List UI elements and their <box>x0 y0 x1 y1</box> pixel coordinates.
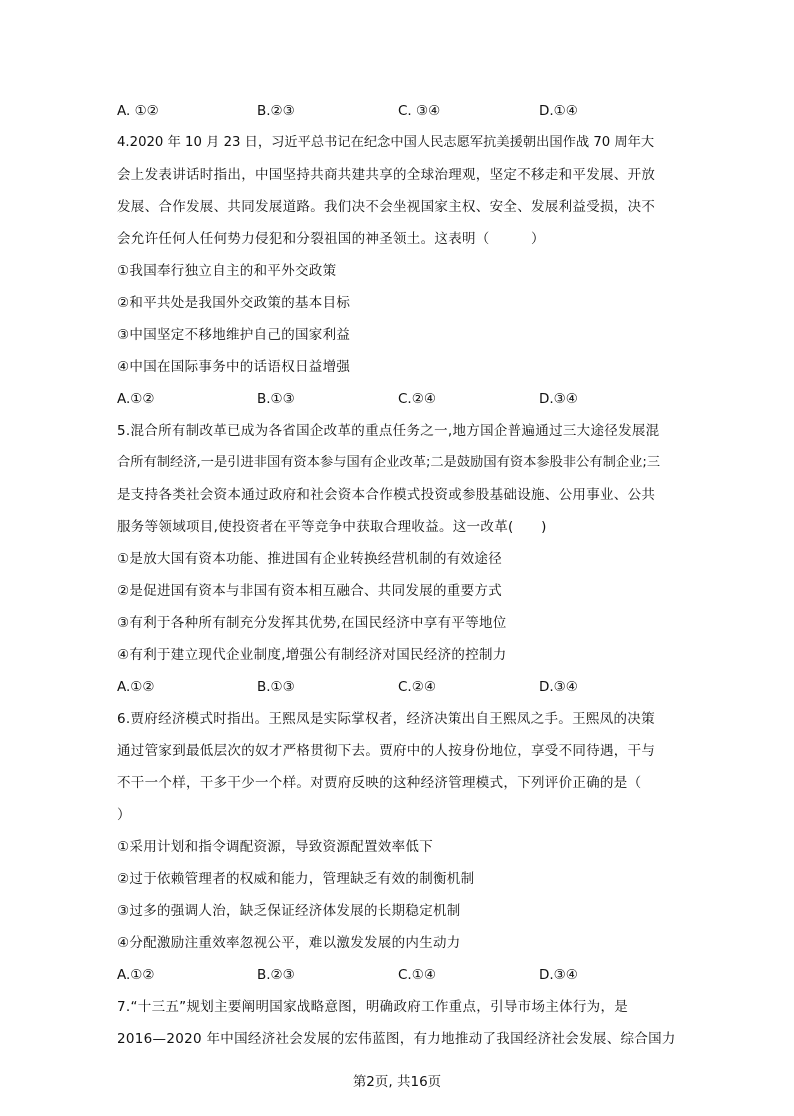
q5-option-d: D.③④ <box>539 679 578 695</box>
q6-options <box>117 961 677 989</box>
q4-option-b: B.①③ <box>257 391 295 407</box>
q3-option-c: C. ③④ <box>398 103 441 119</box>
q6-option-b: B.②③ <box>257 967 295 983</box>
q4-stem-line: 发展、合作发展、共同发展道路。我们决不会坐视国家主权、安全、发展利益受损，决不 <box>117 199 656 215</box>
q3-option-d: D.①④ <box>539 103 578 119</box>
q6-stem-line: ） <box>117 807 131 823</box>
q4-item-3: ③中国坚定不移地维护自己的国家利益 <box>117 327 351 343</box>
q6-item-3: ③过多的强调人治，缺乏保证经济体发展的长期稳定机制 <box>117 903 461 919</box>
q5-stem-line: 是支持各类社会资本通过政府和社会资本合作模式投资或参股基础设施、公用事业、公共 <box>117 487 656 503</box>
q6-option-a: A.①② <box>117 967 155 983</box>
q5-item-4: ④有利于建立现代企业制度,增强公有制经济对国民经济的控制力 <box>117 647 507 663</box>
q4-option-a: A.①② <box>117 391 155 407</box>
q4-item-4: ④中国在国际事务中的话语权日益增强 <box>117 359 351 375</box>
q4-option-d: D.③④ <box>539 391 578 407</box>
q3-option-a: A. ①② <box>117 103 159 119</box>
q6-stem-line: 通过管家到最低层次的奴才严格贯彻下去。贾府中的人按身份地位，享受不同待遇，干与 <box>117 743 656 759</box>
q5-item-3: ③有利于各种所有制充分发挥其优势,在国民经济中享有平等地位 <box>117 615 507 631</box>
q5-stem-line: 5.混合所有制改革已成为各省国企改革的重点任务之一,地方国企普遍通过三大途径发展混 <box>117 423 660 439</box>
q5-stem-line: 服务等领域项目,使投资者在平等竞争中获取合理收益。这一改革( ) <box>117 519 547 535</box>
q4-stem-line: 4.2020 年 10 月 23 日，习近平总书记在纪念中国人民志愿军抗美援朝出国作战 70 周年大 <box>117 135 655 150</box>
q5-option-b: B.①③ <box>257 679 295 695</box>
q3-options <box>117 97 677 125</box>
q5-stem-line: 合所有制经济,一是引进非国有资本参与国有企业改革;二是鼓励国有资本参股非公有制企业;三 <box>117 455 661 470</box>
q3-option-b: B.②③ <box>257 103 295 119</box>
q5-option-a: A.①② <box>117 679 155 695</box>
q6-option-d: D.③④ <box>539 967 578 983</box>
q5-item-2: ②是促进国有资本与非国有资本相互融合、共同发展的重要方式 <box>117 583 503 599</box>
q6-item-1: ①采用计划和指令调配资源，导致资源配置效率低下 <box>117 839 434 855</box>
q4-stem-line: 会允许任何人任何势力侵犯和分裂祖国的神圣领土。这表明（ ） <box>117 231 545 247</box>
page-number-footer: 第2页, 共16页 <box>352 1074 442 1090</box>
q4-item-2: ②和平共处是我国外交政策的基本目标 <box>117 295 351 311</box>
q6-item-4: ④分配激励注重效率忽视公平，难以激发发展的内生动力 <box>117 935 461 951</box>
q4-item-1: ①我国奉行独立自主的和平外交政策 <box>117 263 337 279</box>
q6-option-c: C.①④ <box>398 967 436 983</box>
q6-stem-line: 6.贾府经济模式时指出。王熙凤是实际掌权者，经济决策出自王熙凤之手。王熙凤的决策 <box>117 711 655 727</box>
q4-option-c: C.②④ <box>398 391 436 407</box>
q7-stem-line: 2016—2020 年中国经济社会发展的宏伟蓝图，有力地推动了我国经济社会发展、综合国力 <box>117 1031 676 1047</box>
q5-options <box>117 673 677 701</box>
q7-stem-line: 7.“十三五”规划主要阐明国家战略意图，明确政府工作重点，引导市场主体行为，是 <box>117 999 629 1015</box>
q4-options <box>117 385 677 413</box>
q5-item-1: ①是放大国有资本功能、推进国有企业转换经营机制的有效途径 <box>117 551 503 567</box>
q4-stem-line: 会上发表讲话时指出，中国坚持共商共建共享的全球治理观，坚定不移走和平发展、开放 <box>117 167 656 183</box>
q6-stem-line: 不干一个样，干多干少一个样。对贾府反映的这种经济管理模式，下列评价正确的是（ <box>117 775 642 791</box>
q5-option-c: C.②④ <box>398 679 436 695</box>
q6-item-2: ②过于依赖管理者的权威和能力，管理缺乏有效的制衡机制 <box>117 871 475 887</box>
